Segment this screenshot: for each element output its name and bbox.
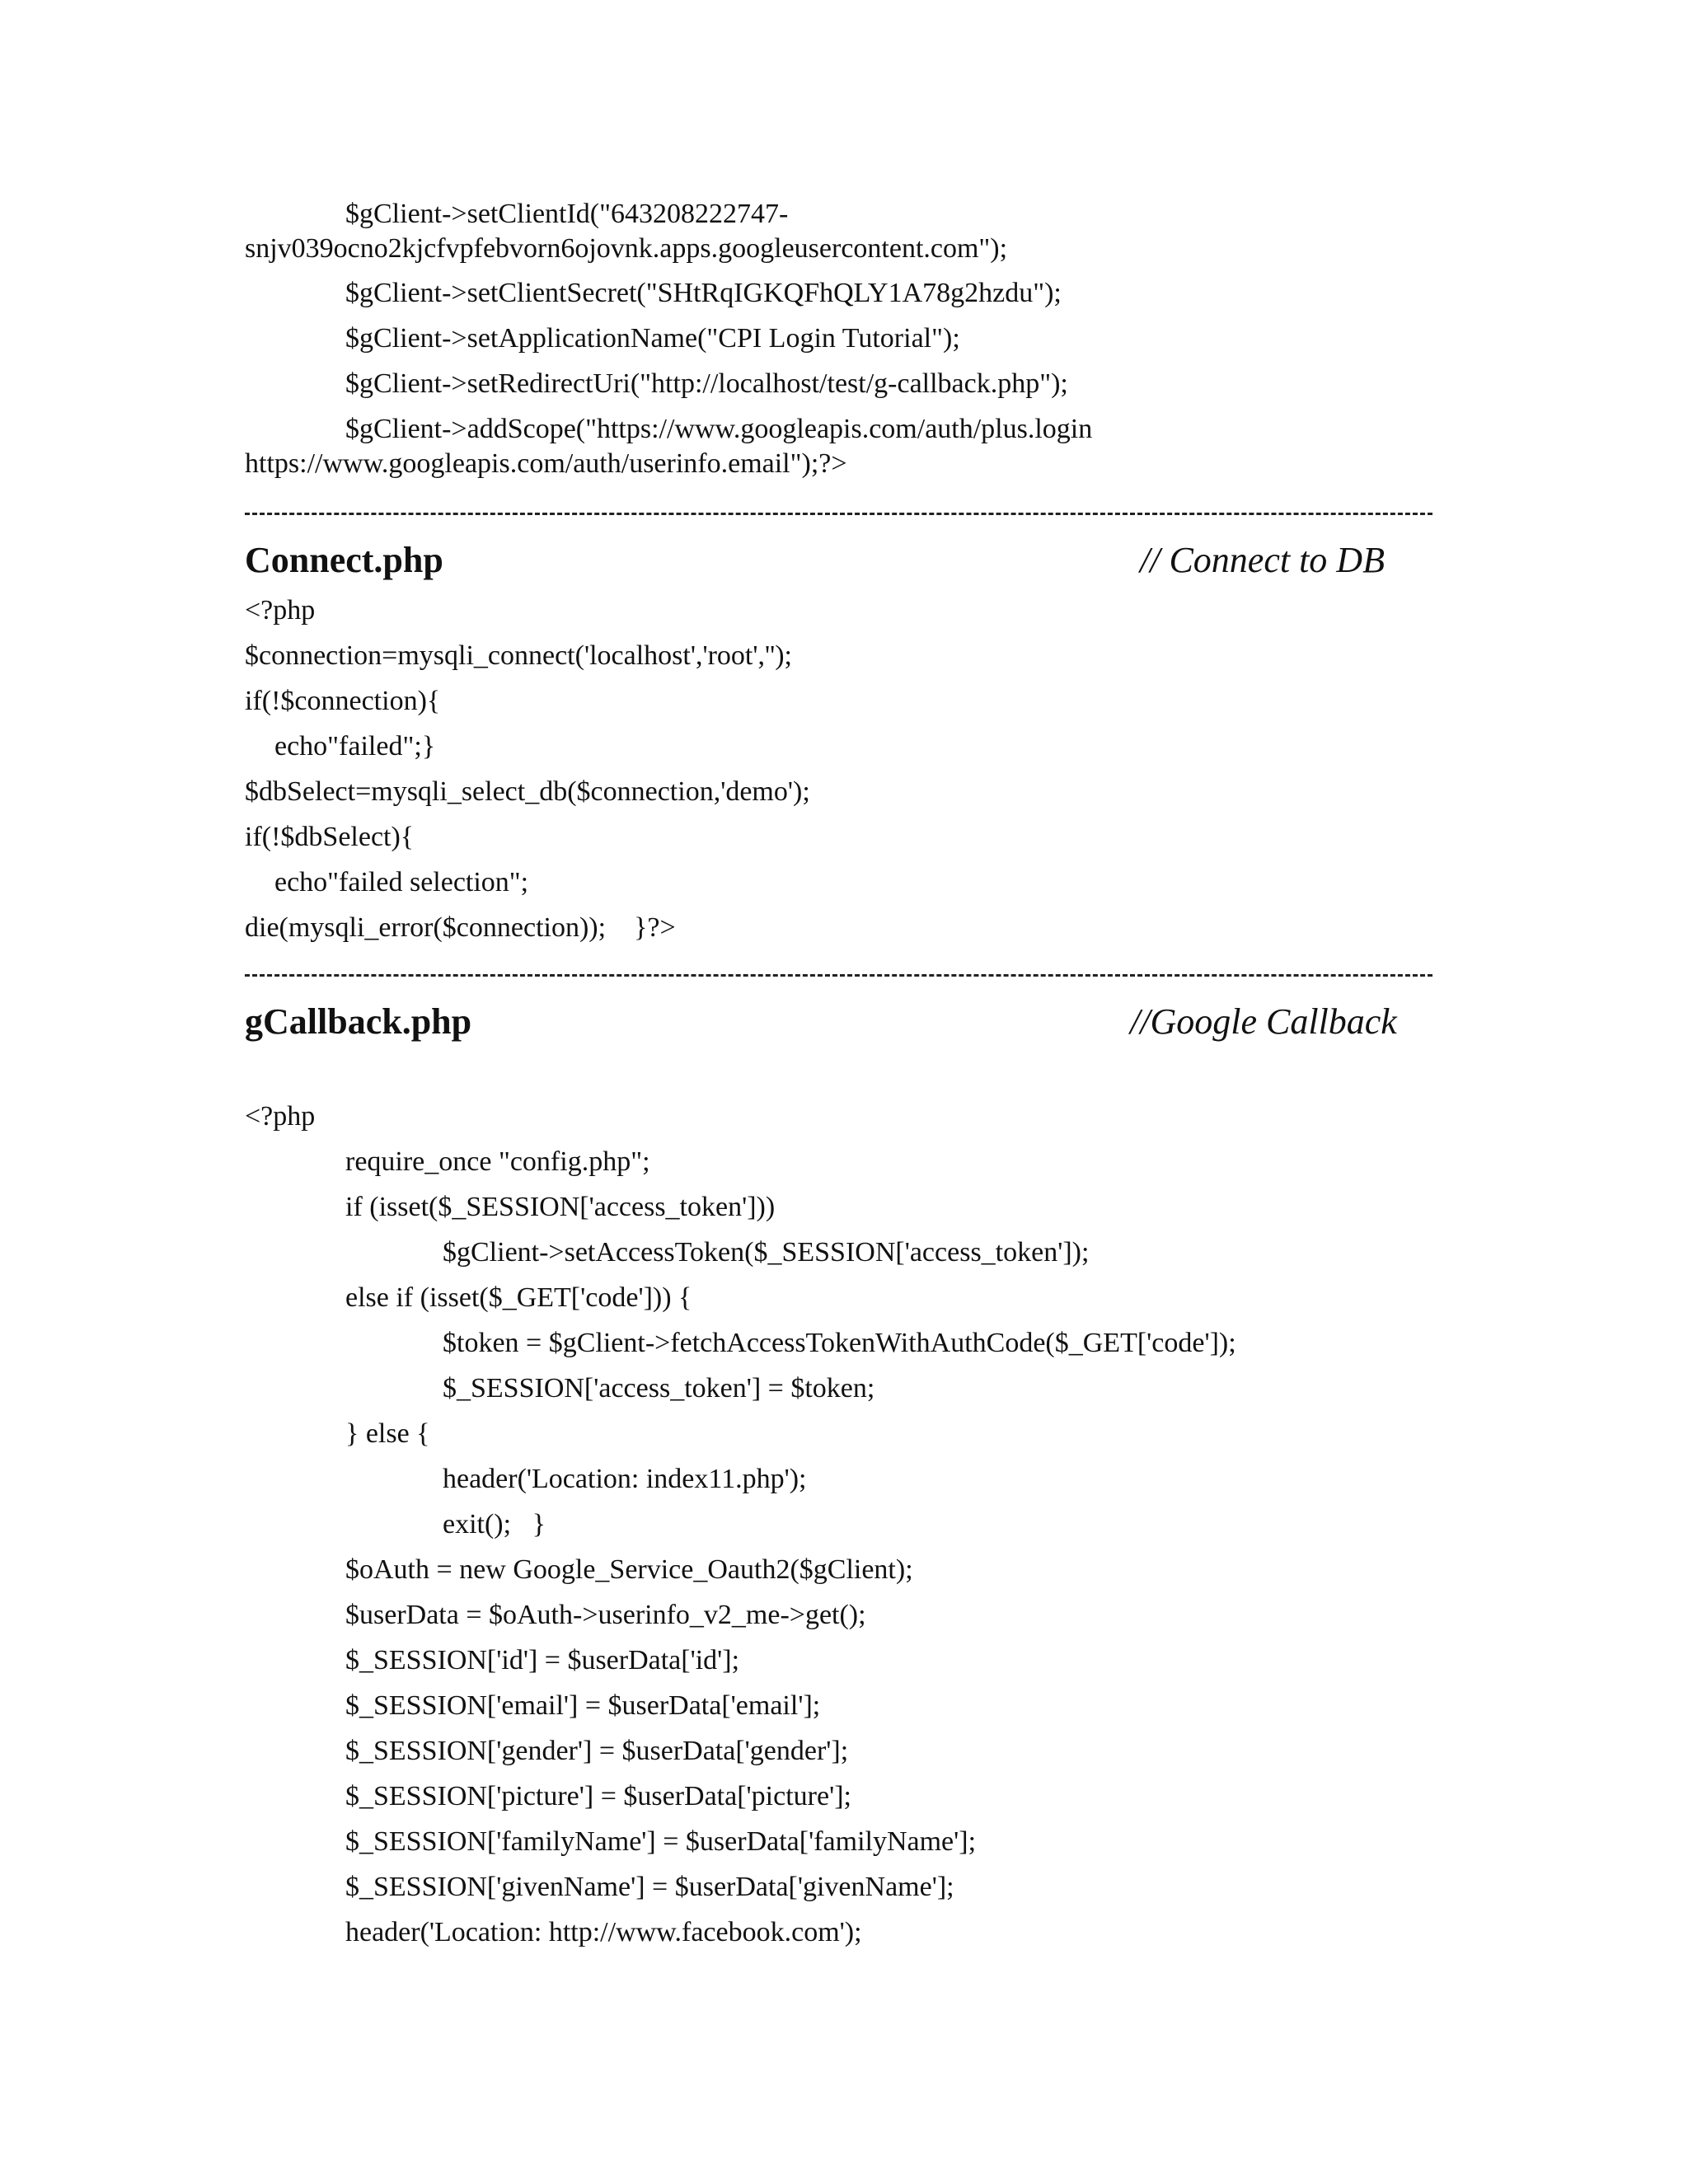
code-line: <?php	[245, 595, 316, 626]
code-line: exit(); }	[443, 1509, 546, 1540]
code-line: $userData = $oAuth->userinfo_v2_me->get();	[345, 1600, 866, 1630]
code-line: $gClient->setClientId("643208222747-	[345, 199, 789, 229]
code-line: $_SESSION['access_token'] = $token;	[443, 1373, 875, 1404]
code-line: $_SESSION['id'] = $userData['id'];	[345, 1645, 740, 1675]
code-line: $gClient->setClientSecret("SHtRqIGKQFhQLY1A78g2hzdu");	[345, 278, 1062, 308]
code-line: if(!$connection){	[245, 686, 441, 716]
code-line: $gClient->addScope("https://www.googleapis.com/auth/plus.login	[345, 414, 1093, 444]
code-line: header('Location: index11.php');	[443, 1464, 807, 1494]
section-title: gCallback.php	[245, 1001, 472, 1042]
code-line: $_SESSION['gender'] = $userData['gender'];	[345, 1736, 849, 1766]
code-line: $gClient->setAccessToken($_SESSION['access_token']);	[443, 1237, 1090, 1268]
code-line: } else {	[345, 1418, 430, 1449]
section-comment: //Google Callback	[1130, 1001, 1397, 1042]
code-line: $_SESSION['email'] = $userData['email'];	[345, 1690, 821, 1721]
code-line: $connection=mysqli_connect('localhost','root','');	[245, 640, 792, 671]
code-line: $_SESSION['familyName'] = $userData['familyName'];	[345, 1826, 977, 1857]
section-divider	[245, 513, 1432, 515]
code-line: if(!$dbSelect){	[245, 822, 415, 852]
code-line: $gClient->setApplicationName("CPI Login Tutorial");	[345, 323, 960, 354]
code-line: else if (isset($_GET['code'])) {	[345, 1282, 692, 1313]
code-line: snjv039ocno2kjcfvpfebvorn6ojovnk.apps.googleusercontent.com");	[245, 233, 1008, 264]
section-comment: // Connect to DB	[1140, 540, 1385, 580]
code-line: echo"failed selection";	[274, 867, 529, 898]
code-line: $gClient->setRedirectUri("http://localhost/test/g-callback.php");	[345, 368, 1068, 399]
code-line: https://www.googleapis.com/auth/userinfo.email");?>	[245, 448, 847, 479]
code-line: $dbSelect=mysqli_select_db($connection,'demo');	[245, 776, 810, 807]
code-line: $token = $gClient->fetchAccessTokenWithAuthCode($_GET['code']);	[443, 1328, 1236, 1358]
section-title: Connect.php	[245, 540, 443, 580]
code-line: header('Location: http://www.facebook.com');	[345, 1917, 862, 1947]
code-line: require_once "config.php";	[345, 1146, 650, 1177]
code-line: $_SESSION['picture'] = $userData['picture'];	[345, 1781, 851, 1811]
code-line: <?php	[245, 1101, 316, 1132]
code-line: echo"failed";}	[274, 731, 436, 762]
section-divider	[245, 974, 1432, 977]
code-line: $_SESSION['givenName'] = $userData['givenName'];	[345, 1872, 954, 1902]
code-line: if (isset($_SESSION['access_token']))	[345, 1192, 776, 1222]
code-line: die(mysqli_error($connection)); }?>	[245, 912, 676, 943]
code-line: $oAuth = new Google_Service_Oauth2($gClient);	[345, 1554, 913, 1585]
